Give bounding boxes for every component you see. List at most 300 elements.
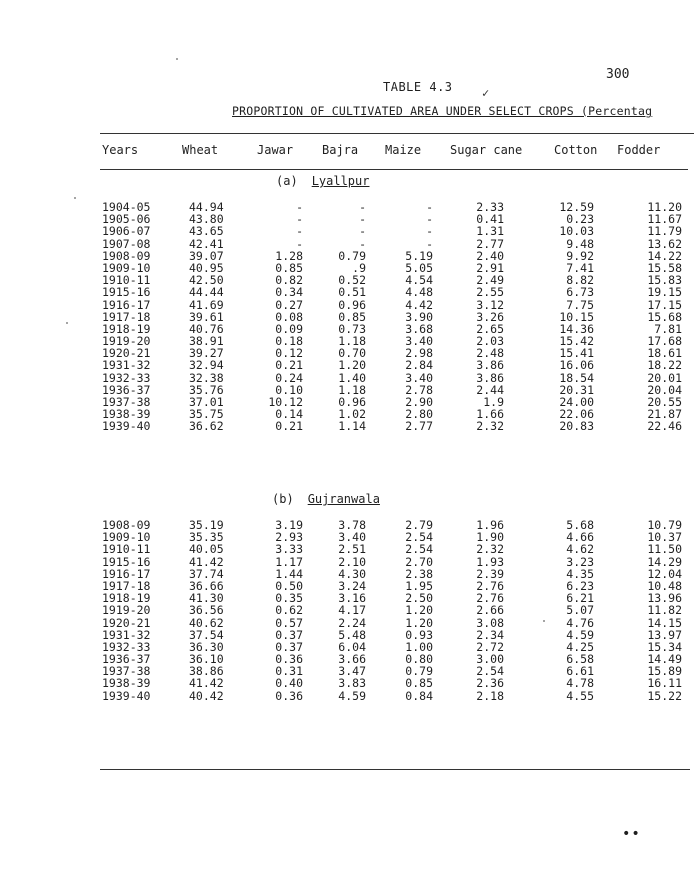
cell-cotton: 7.75 [566,297,594,312]
cell-maize: 4.42 [405,297,433,312]
cell-jawar: 0.36 [275,652,303,667]
cell-maize: 2.90 [405,395,433,409]
cell-sugar: 1.96 [476,518,504,532]
table-row [0,299,700,311]
cell-cotton: 10.15 [559,309,594,324]
cell-wheat: 36.30 [189,639,224,654]
cell-cotton: 3.23 [566,554,594,569]
cell-cotton: 5.68 [566,518,594,532]
cell-maize: 0.93 [405,627,433,642]
cell-cotton: 4.76 [566,615,594,630]
cell-year: 1937-38 [102,664,151,679]
cell-wheat: 36.66 [189,578,224,593]
cell-cotton: 4.55 [566,688,594,703]
cell-fodder: 15.68 [647,309,682,324]
cell-bajra: 3.66 [338,652,366,667]
cell-jawar: 1.28 [275,248,303,263]
cell-sugar: 2.33 [476,200,504,214]
cell-jawar: 0.35 [275,591,303,606]
cell-jawar: 0.36 [275,688,303,703]
cell-fodder: 15.89 [647,664,682,679]
cell-maize: 1.00 [405,639,433,654]
table-row [0,604,700,616]
cell-jawar: 0.31 [275,664,303,679]
cell-wheat: 41.42 [189,676,224,691]
cell-fodder: 15.34 [647,639,682,654]
cell-maize: 3.90 [405,309,433,324]
cell-jawar: 0.37 [275,627,303,642]
cell-fodder: 11.67 [647,212,682,227]
speck [66,322,68,324]
cell-year: 1916-17 [102,297,151,312]
cell-year: 1919-20 [102,334,151,349]
cell-wheat: 41.42 [189,554,224,569]
cell-fodder: 11.82 [647,603,682,618]
table-row [0,359,700,371]
cell-sugar: 2.91 [476,260,504,275]
cell-wheat: 44.44 [189,285,224,300]
cell-wheat: 35.76 [189,382,224,397]
cell-fodder: 22.46 [647,419,682,434]
cell-bajra: 0.96 [338,395,366,409]
cell-wheat: 37.74 [189,566,224,581]
cell-bajra: 0.85 [338,309,366,324]
cell-jawar: 0.09 [275,321,303,336]
cell-jawar: 0.85 [275,260,303,275]
cell-wheat: 37.01 [189,395,224,409]
cell-fodder: 21.87 [647,407,682,422]
speck [543,620,545,622]
cell-cotton: 20.31 [559,382,594,397]
cell-bajra: - [359,236,366,251]
cell-year: 1939-40 [102,688,151,703]
table-row [0,372,700,384]
cell-bajra: 1.18 [338,382,366,397]
cell-maize: 0.80 [405,652,433,667]
cell-cotton: 4.59 [566,627,594,642]
cell-bajra: 3.78 [338,518,366,532]
cell-sugar: 2.44 [476,382,504,397]
cell-fodder: 13.97 [647,627,682,642]
cell-maize: 1.20 [405,615,433,630]
cell-sugar: 2.32 [476,542,504,557]
speck [176,58,178,60]
header-maize: Maize [385,143,422,157]
cell-fodder: 16.11 [647,676,682,691]
cell-year: 1917-18 [102,309,151,324]
cell-year: 1936-37 [102,652,151,667]
cell-sugar: 3.26 [476,309,504,324]
cell-wheat: 42.41 [189,236,224,251]
cell-maize: 1.95 [405,578,433,593]
cell-fodder: 18.61 [647,346,682,361]
cell-wheat: 35.35 [189,530,224,545]
cell-bajra: - [359,224,366,239]
cell-jawar: 3.19 [275,518,303,532]
cell-bajra: 1.18 [338,334,366,349]
cell-jawar: 3.33 [275,542,303,557]
cell-year: 1919-20 [102,603,151,618]
cell-bajra: 5.48 [338,627,366,642]
cell-jawar: 0.08 [275,309,303,324]
cell-sugar: 1.66 [476,407,504,422]
cell-year: 1938-39 [102,676,151,691]
cell-jawar: 0.18 [275,334,303,349]
cell-year: 1931-32 [102,627,151,642]
cell-fodder: 11.20 [647,200,682,214]
cell-year: 1932-33 [102,370,151,385]
cell-sugar: 3.00 [476,652,504,667]
section-heading-b [272,492,380,506]
cell-maize: 4.54 [405,273,433,288]
cell-jawar: 0.37 [275,639,303,654]
cell-bajra: 0.70 [338,346,366,361]
cell-bajra: 2.51 [338,542,366,557]
header-sugar-cane: Sugar cane [450,143,523,157]
cell-jawar: - [296,212,303,227]
cell-wheat: 41.30 [189,591,224,606]
cell-cotton: 7.41 [566,260,594,275]
cell-fodder: 14.29 [647,554,682,569]
cell-bajra: .9 [352,260,366,275]
table-title: PROPORTION OF CULTIVATED AREA UNDER SELECT CROPS (Percentag [232,104,653,118]
cell-fodder: 11.79 [647,224,682,239]
rows-section-b [0,519,700,702]
cell-bajra: 3.16 [338,591,366,606]
cell-wheat: 39.61 [189,309,224,324]
cell-maize: 2.79 [405,518,433,532]
cell-year: 1920-21 [102,615,151,630]
cell-wheat: 40.62 [189,615,224,630]
cell-cotton: 12.59 [559,200,594,214]
cell-sugar: 2.03 [476,334,504,349]
cell-cotton: 20.83 [559,419,594,434]
cell-sugar: 0.41 [476,212,504,227]
table-number: TABLE 4.3 [383,80,453,94]
cell-cotton: 14.36 [559,321,594,336]
footer-dots: •• [622,826,641,842]
cell-cotton: 9.48 [566,236,594,251]
section-place: Lyallpur [311,174,370,188]
cell-year: 1917-18 [102,578,151,593]
cell-bajra: 4.30 [338,566,366,581]
cell-cotton: 6.21 [566,591,594,606]
cell-sugar: 2.18 [476,688,504,703]
cell-wheat: 43.80 [189,212,224,227]
cell-wheat: 44.94 [189,200,224,214]
cell-year: 1910-11 [102,273,151,288]
cell-sugar: 2.49 [476,273,504,288]
header-jawar: Jawar [257,143,294,157]
header-cotton: Cotton [554,143,598,157]
cell-year: 1908-09 [102,248,151,263]
cell-cotton: 18.54 [559,370,594,385]
cell-cotton: 6.73 [566,285,594,300]
cell-sugar: 3.86 [476,370,504,385]
cell-sugar: 2.54 [476,664,504,679]
cell-jawar: 0.21 [275,358,303,373]
cell-wheat: 40.42 [189,688,224,703]
cell-cotton: 4.78 [566,676,594,691]
cell-year: 1905-06 [102,212,151,227]
cell-bajra: 0.96 [338,297,366,312]
cell-jawar: 0.57 [275,615,303,630]
cell-fodder: 14.22 [647,248,682,263]
cell-bajra: 2.24 [338,615,366,630]
cell-fodder: 11.50 [647,542,682,557]
table-row [0,617,700,629]
cell-cotton: 9.92 [566,248,594,263]
cell-maize: 2.54 [405,542,433,557]
cell-cotton: 8.82 [566,273,594,288]
cell-sugar: 2.48 [476,346,504,361]
cell-year: 1916-17 [102,566,151,581]
cell-sugar: 1.93 [476,554,504,569]
cell-sugar: 2.66 [476,603,504,618]
cell-cotton: 4.25 [566,639,594,654]
cell-year: 1938-39 [102,407,151,422]
cell-wheat: 38.91 [189,334,224,349]
cell-sugar: 1.90 [476,530,504,545]
cell-year: 1904-05 [102,200,151,214]
table-row [0,286,700,298]
cell-maize: - [426,236,433,251]
cell-wheat: 37.54 [189,627,224,642]
cell-maize: 3.40 [405,370,433,385]
cell-sugar: 2.55 [476,285,504,300]
cell-fodder: 17.68 [647,334,682,349]
cell-maize: 0.84 [405,688,433,703]
cell-jawar: 1.44 [275,566,303,581]
cell-maize: 4.48 [405,285,433,300]
cell-fodder: 20.55 [647,395,682,409]
cell-year: 1915-16 [102,554,151,569]
cell-maize: 2.38 [405,566,433,581]
cell-year: 1915-16 [102,285,151,300]
cell-jawar: 0.40 [275,676,303,691]
cell-maize: 2.80 [405,407,433,422]
cell-sugar: 1.31 [476,224,504,239]
cell-maize: 1.20 [405,603,433,618]
cell-cotton: 4.62 [566,542,594,557]
cell-jawar: 1.17 [275,554,303,569]
cell-bajra: 1.14 [338,419,366,434]
header-years: Years [102,143,139,157]
cell-wheat: 40.05 [189,542,224,557]
cell-wheat: 39.27 [189,346,224,361]
section-place: Gujranwala [307,492,380,506]
cell-wheat: 36.62 [189,419,224,434]
cell-cotton: 0.23 [566,212,594,227]
cell-cotton: 4.66 [566,530,594,545]
table-row [0,690,700,702]
cell-fodder: 15.58 [647,260,682,275]
cell-cotton: 4.35 [566,566,594,581]
cell-wheat: 36.56 [189,603,224,618]
cell-fodder: 10.48 [647,578,682,593]
table-row [0,556,700,568]
header-bajra: Bajra [322,143,359,157]
cell-wheat: 39.07 [189,248,224,263]
rule-top [100,133,694,134]
cell-year: 1939-40 [102,419,151,434]
cell-wheat: 38.86 [189,664,224,679]
cell-maize: 5.05 [405,260,433,275]
table-row [0,543,700,555]
cell-fodder: 15.22 [647,688,682,703]
cell-wheat: 32.94 [189,358,224,373]
section-letter: (b) [272,492,294,506]
cell-maize: 2.98 [405,346,433,361]
cell-sugar: 2.34 [476,627,504,642]
cell-bajra: 0.51 [338,285,366,300]
cell-jawar: 0.50 [275,578,303,593]
cell-maize: 2.54 [405,530,433,545]
cell-bajra: 3.40 [338,530,366,545]
cell-bajra: 2.10 [338,554,366,569]
cell-fodder: 17.15 [647,297,682,312]
cell-maize: 2.70 [405,554,433,569]
cell-wheat: 41.69 [189,297,224,312]
cell-sugar: 3.12 [476,297,504,312]
check-mark: ✓ [482,86,490,100]
cell-year: 1906-07 [102,224,151,239]
cell-bajra: - [359,200,366,214]
section-letter: (a) [276,174,298,188]
cell-sugar: 2.76 [476,591,504,606]
cell-year: 1936-37 [102,382,151,397]
cell-jawar: 0.21 [275,419,303,434]
cell-jawar: 0.34 [275,285,303,300]
cell-year: 1908-09 [102,518,151,532]
cell-cotton: 5.07 [566,603,594,618]
cell-bajra: 3.24 [338,578,366,593]
cell-fodder: 13.62 [647,236,682,251]
cell-maize: - [426,200,433,214]
cell-fodder: 20.04 [647,382,682,397]
cell-cotton: 10.03 [559,224,594,239]
cell-year: 1910-11 [102,542,151,557]
cell-maize: 2.84 [405,358,433,373]
cell-fodder: 12.04 [647,566,682,581]
cell-cotton: 15.42 [559,334,594,349]
cell-jawar: 0.12 [275,346,303,361]
cell-bajra: 4.17 [338,603,366,618]
cell-year: 1920-21 [102,346,151,361]
cell-sugar: 2.77 [476,236,504,251]
cell-fodder: 7.81 [654,321,682,336]
table-row [0,238,700,250]
cell-year: 1909-10 [102,530,151,545]
speck [74,197,76,199]
cell-bajra: 0.52 [338,273,366,288]
cell-fodder: 13.96 [647,591,682,606]
cell-wheat: 35.19 [189,518,224,532]
cell-year: 1932-33 [102,639,151,654]
cell-fodder: 10.79 [647,518,682,532]
cell-cotton: 24.00 [559,395,594,409]
cell-bajra: 0.73 [338,321,366,336]
cell-bajra: 1.40 [338,370,366,385]
cell-year: 1931-32 [102,358,151,373]
cell-jawar: - [296,224,303,239]
cell-fodder: 14.49 [647,652,682,667]
cell-sugar: 2.32 [476,419,504,434]
cell-fodder: 19.15 [647,285,682,300]
cell-jawar: 0.24 [275,370,303,385]
cell-bajra: 3.83 [338,676,366,691]
cell-year: 1909-10 [102,260,151,275]
cell-bajra: 0.79 [338,248,366,263]
cell-maize: 2.77 [405,419,433,434]
cell-maize: - [426,224,433,239]
cell-fodder: 18.22 [647,358,682,373]
cell-maize: 0.85 [405,676,433,691]
table-row [0,677,700,689]
cell-wheat: 32.38 [189,370,224,385]
cell-cotton: 16.06 [559,358,594,373]
cell-jawar: 0.62 [275,603,303,618]
cell-maize: 2.78 [405,382,433,397]
cell-wheat: 42.50 [189,273,224,288]
cell-jawar: 2.93 [275,530,303,545]
table-row [0,420,700,432]
cell-wheat: 40.95 [189,260,224,275]
cell-maize: 5.19 [405,248,433,263]
cell-cotton: 22.06 [559,407,594,422]
cell-sugar: 2.40 [476,248,504,263]
cell-year: 1937-38 [102,395,151,409]
cell-wheat: 40.76 [189,321,224,336]
cell-sugar: 1.9 [483,395,504,409]
cell-year: 1907-08 [102,236,151,251]
cell-maize: 2.50 [405,591,433,606]
cell-cotton: 15.41 [559,346,594,361]
cell-sugar: 2.72 [476,639,504,654]
cell-jawar: - [296,200,303,214]
page-number: 300 [606,67,630,82]
section-heading-a [276,174,369,188]
cell-year: 1918-19 [102,321,151,336]
cell-year: 1918-19 [102,591,151,606]
cell-cotton: 6.61 [566,664,594,679]
cell-sugar: 2.65 [476,321,504,336]
cell-jawar: 0.82 [275,273,303,288]
cell-wheat: 36.10 [189,652,224,667]
cell-wheat: 43.65 [189,224,224,239]
cell-maize: 3.68 [405,321,433,336]
cell-maize: 0.79 [405,664,433,679]
rows-section-a [0,201,700,433]
cell-jawar: 0.27 [275,297,303,312]
cell-wheat: 35.75 [189,407,224,422]
cell-fodder: 20.01 [647,370,682,385]
cell-cotton: 6.58 [566,652,594,667]
cell-bajra: 6.04 [338,639,366,654]
cell-maize: 3.40 [405,334,433,349]
cell-fodder: 10.37 [647,530,682,545]
header-fodder: Fodder [617,143,661,157]
cell-sugar: 2.76 [476,578,504,593]
cell-jawar: 10.12 [268,395,303,409]
header-wheat: Wheat [182,143,219,157]
cell-jawar: 0.14 [275,407,303,422]
cell-sugar: 3.86 [476,358,504,373]
rule-header-bottom [100,169,688,170]
cell-jawar: 0.10 [275,382,303,397]
cell-bajra: 1.20 [338,358,366,373]
cell-cotton: 6.23 [566,578,594,593]
